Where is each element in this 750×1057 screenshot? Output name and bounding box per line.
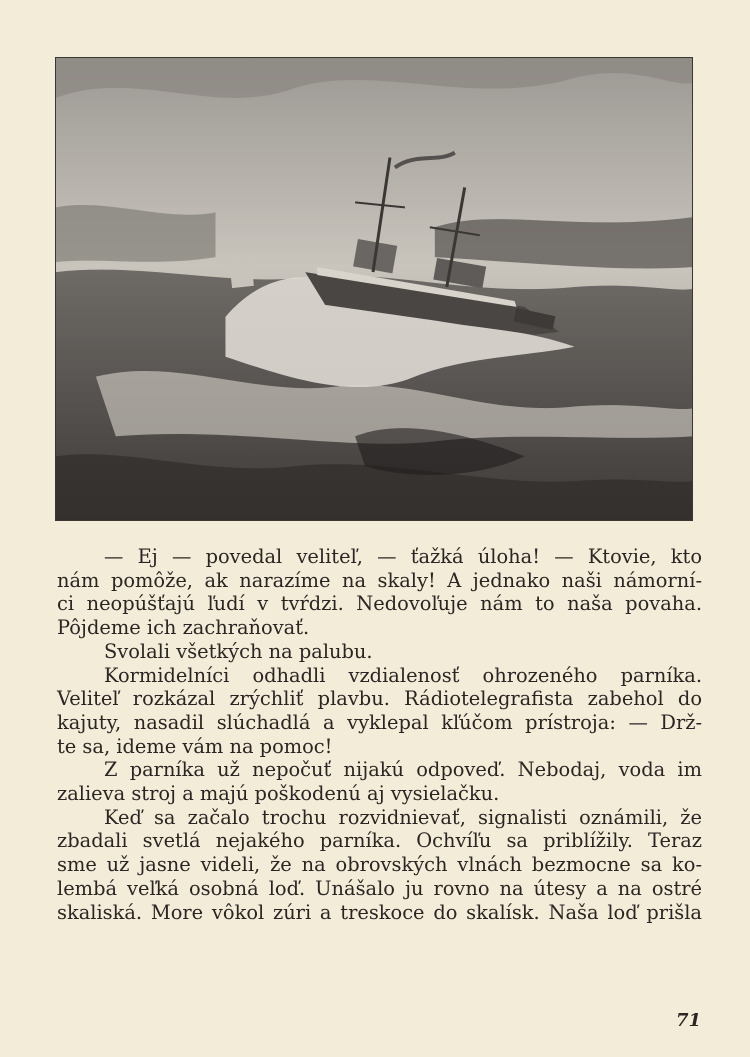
text-line: zbadali svetlá nejakého parníka. Ochvíľu sa priblížily. Teraz	[57, 829, 702, 853]
page-number: 71	[676, 1010, 702, 1031]
text-line: nám pomôže, ak narazíme na skaly! A jednako naši námorní-	[57, 568, 702, 592]
text-line: Kormidelníci odhadli vzdialenosť ohrozeného parníka.	[104, 663, 702, 687]
paragraph	[104, 640, 702, 664]
paragraph	[57, 758, 702, 806]
text-line: Svolali všetkých na palubu.	[104, 639, 373, 663]
body-text	[57, 545, 702, 924]
text-line: kajuty, nasadil slúchadlá a vyklepal kľúčom prístroja: — Drž-	[57, 710, 702, 734]
text-line: zalieva stroj a majú poškodenú aj vysielačku.	[57, 782, 500, 806]
text-line: te sa, ideme vám na pomoc!	[57, 734, 333, 758]
text-line: Keď sa začalo trochu rozvidnievať, signalisti oznámili, že	[104, 805, 702, 829]
text-line: Pôjdeme ich zachraňovať.	[57, 616, 310, 640]
illustration-stormy-sea-ship	[55, 57, 693, 521]
text-line: ci neopúšťajú ľudí v tvŕdzi. Nedovoľuje nám to naša povaha.	[57, 592, 702, 616]
ship-in-storm-illustration	[56, 58, 692, 520]
paragraph	[57, 545, 702, 640]
text-line: Z parníka už nepočuť nijakú odpoveď. Nebodaj, voda im	[104, 758, 702, 782]
paragraph	[57, 805, 702, 925]
text-line: skaliská. More vôkol zúri a treskoce do skalísk. Naša loď prišla	[57, 900, 702, 924]
text-line: Veliteľ rozkázal zrýchliť plavbu. Rádiotelegrafista zabehol do	[57, 687, 702, 711]
text-line: sme už jasne videli, že na obrovských vlnách bezmocne sa ko-	[57, 853, 702, 877]
text-line: — Ej — povedal veliteľ, — ťažká úloha! — Ktovie, kto	[104, 545, 702, 568]
text-line: lembá veľká osobná loď. Unášalo ju rovno na útesy a na ostré	[57, 876, 702, 900]
paragraph	[57, 663, 702, 759]
